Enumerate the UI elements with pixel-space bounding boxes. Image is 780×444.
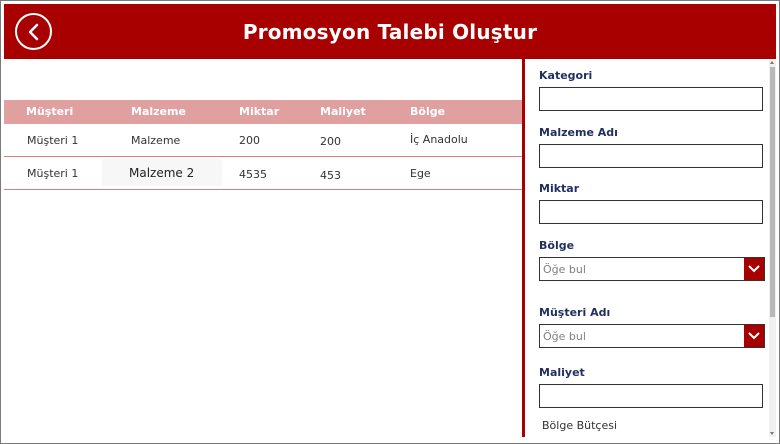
cell-musteri: Müşteri 1 [27,167,79,180]
musteri-adi-dropdown[interactable] [539,324,765,348]
cell-maliyet: 453 [320,169,341,182]
bolge-butcesi-label: Bölge Bütçesi [542,419,618,432]
cell-malzeme: Malzeme [131,134,181,147]
table-row[interactable] [4,157,522,190]
cell-miktar: 200 [239,134,260,147]
miktar-input[interactable] [539,200,763,224]
cell-musteri: Müşteri 1 [27,134,79,147]
cell-malzeme: Malzeme 2 [129,166,195,180]
maliyet-label: Maliyet [539,366,585,379]
malzeme-adi-input[interactable] [539,144,763,168]
promotion-table [4,100,522,190]
cell-maliyet: 200 [320,135,341,148]
cell-miktar: 4535 [239,168,267,181]
chevron-down-icon[interactable] [744,258,764,280]
scroll-down-arrow-icon[interactable] [770,432,774,435]
scroll-up-arrow-icon[interactable] [770,61,774,64]
column-header-maliyet[interactable]: Maliyet [320,105,366,118]
bolge-dropdown[interactable] [539,257,765,281]
musteri-adi-label: Müşteri Adı [539,306,611,319]
table-row[interactable] [4,124,522,157]
cell-bolge: İç Anadolu [410,133,468,146]
table-header-row [4,100,522,124]
bolge-label: Bölge [539,239,575,252]
malzeme-adi-label: Malzeme Adı [539,126,618,139]
page-title: Promosyon Talebi Oluştur [242,20,538,44]
header-bar [4,4,776,59]
form-scrollbar[interactable] [769,59,776,437]
column-header-musteri[interactable]: Müşteri [26,105,74,118]
bolge-placeholder: Öğe bul [543,263,586,276]
maliyet-input[interactable] [539,384,763,408]
column-header-bolge[interactable]: Bölge [410,105,446,118]
column-header-malzeme[interactable]: Malzeme [131,105,186,118]
kategori-input[interactable] [539,87,763,111]
musteri-adi-placeholder: Öğe bul [543,330,586,343]
miktar-label: Miktar [539,182,580,195]
chevron-down-icon[interactable] [744,325,764,347]
scrollbar-thumb[interactable] [770,67,775,317]
column-header-miktar[interactable]: Miktar [239,105,280,118]
kategori-label: Kategori [539,69,593,82]
request-form [525,59,769,437]
cell-bolge: Ege [410,167,431,180]
